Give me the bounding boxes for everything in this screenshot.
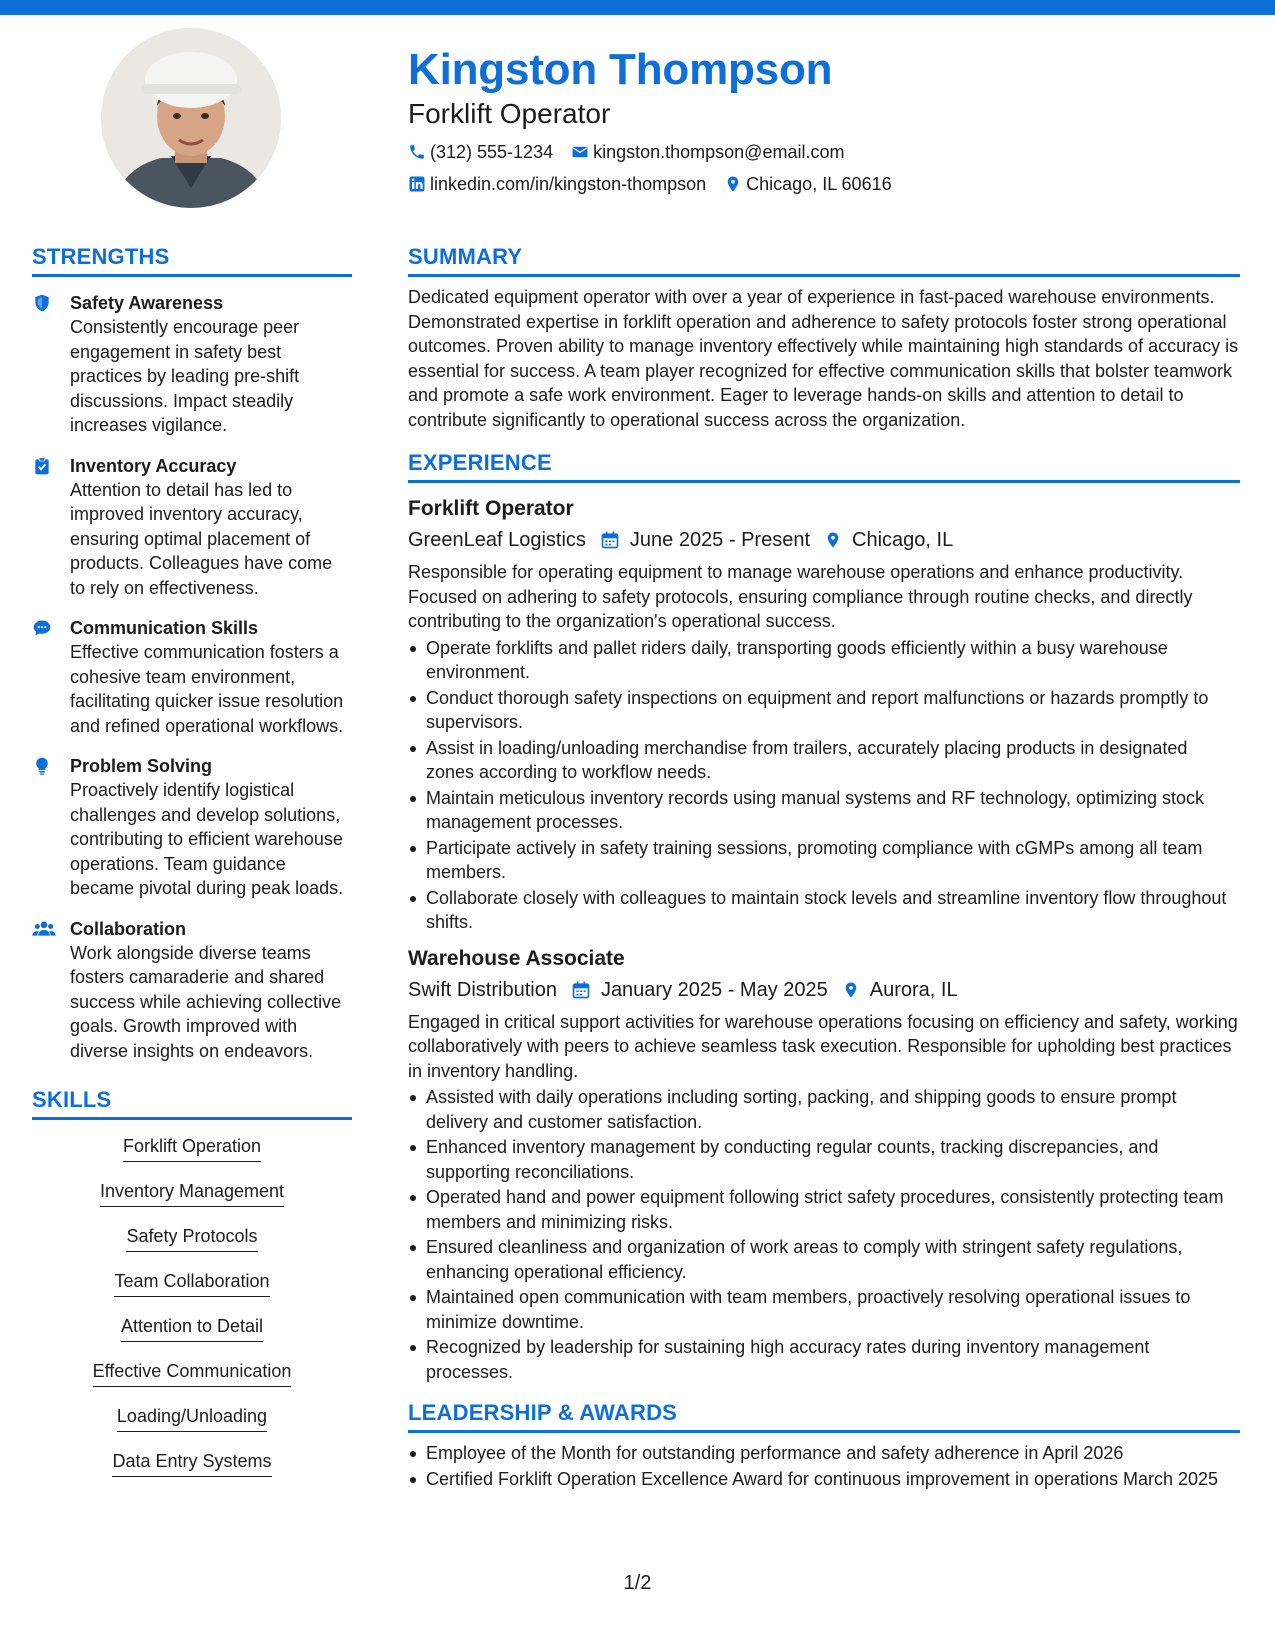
- skill-tag: Effective Communication: [93, 1359, 292, 1387]
- strength-title: Problem Solving: [70, 756, 213, 776]
- job-dates: June 2025 - Present: [629, 529, 811, 551]
- strength-item: [32, 754, 352, 901]
- job-entry: [408, 495, 1240, 935]
- job-description: Engaged in critical support activities for warehouse operations focusing on efficiency and safety, working collaboratively with peers to achieve seamless task execution. Responsible for upholding best practices in inventory handling.: [408, 1011, 1238, 1081]
- job-meta: [408, 976, 1240, 1004]
- linkedin-icon: [408, 175, 426, 193]
- skills-heading: SKILLS: [32, 1087, 352, 1120]
- strength-title: Safety Awareness: [70, 293, 224, 313]
- email-text[interactable]: kingston.thompson@email.com: [593, 142, 845, 162]
- job-bullet: Maintain meticulous inventory records using manual systems and RF technology, optimizing stock management processes.: [408, 786, 1240, 835]
- strengths-list: [32, 291, 352, 1063]
- experience-heading: EXPERIENCE: [408, 450, 1240, 483]
- job-bullet: Conduct thorough safety inspections on equipment and report malfunctions or hazards promptly to supervisors.: [408, 686, 1240, 735]
- chat-bubble-icon: [32, 618, 52, 638]
- strength-description: Consistently encourage peer engagement in safety best practices by leading pre-shift discussions. Impact steadily increases vigilance.: [70, 317, 300, 435]
- email-contact[interactable]: [571, 140, 844, 164]
- skills-list: [32, 1134, 352, 1494]
- job-bullet: Enhanced inventory management by conducting regular counts, tracking discrepancies, and supporting reconciliations.: [408, 1135, 1240, 1184]
- skill-tag: Attention to Detail: [121, 1314, 263, 1342]
- strength-description: Work alongside diverse teams fosters camaraderie and shared success while achieving collective goals. Growth improved with diverse insights on endeavors.: [70, 942, 342, 1061]
- contact-row-2: [408, 172, 1238, 196]
- skill-tag: Inventory Management: [100, 1179, 284, 1207]
- strength-title: Communication Skills: [70, 618, 259, 638]
- job-bullets: [408, 636, 1240, 935]
- strength-item: [32, 917, 352, 1064]
- job-meta: [408, 526, 1240, 554]
- location-text: Chicago, IL 60616: [746, 174, 892, 194]
- strength-description: Effective communication fosters a cohesive team environment, facilitating quicker issue resolution and refined operational workflows.: [70, 642, 344, 736]
- calendar-icon: [571, 980, 591, 1000]
- resume-header: [408, 44, 1238, 196]
- job-bullet: Operate forklifts and pallet riders daily, transporting goods efficiently within a busy warehouse environment.: [408, 636, 1240, 685]
- job-position: Forklift Operator: [408, 497, 574, 520]
- shield-icon: [32, 293, 52, 313]
- job-entry: [408, 945, 1240, 1385]
- strength-description: Attention to detail has led to improved inventory accuracy, ensuring optimal placement of products. Colleagues have come to rely on effectiveness.: [70, 479, 333, 598]
- skill-tag: Safety Protocols: [126, 1224, 257, 1252]
- users-icon: [32, 919, 56, 939]
- candidate-name: Kingston Thompson: [408, 45, 833, 94]
- job-company: Swift Distribution: [408, 978, 557, 1001]
- right-column: [408, 244, 1240, 1492]
- strength-title: Collaboration: [70, 918, 186, 939]
- calendar-icon: [600, 530, 620, 550]
- award-item: Certified Forklift Operation Excellence Award for continuous improvement in operations March 2025: [408, 1467, 1240, 1492]
- location-contact: [724, 172, 891, 196]
- skill-tag: Data Entry Systems: [112, 1449, 271, 1477]
- linkedin-text[interactable]: linkedin.com/in/kingston-thompson: [430, 174, 707, 194]
- summary-heading: SUMMARY: [408, 244, 1240, 277]
- job-company: GreenLeaf Logistics: [408, 529, 586, 551]
- envelope-icon: [571, 143, 589, 161]
- job-bullet: Assist in loading/unloading merchandise from trailers, accurately placing products in designated zones according to workflow needs.: [408, 736, 1240, 785]
- awards-list: [408, 1441, 1240, 1491]
- job-bullet: Recognized by leadership for sustaining high accuracy rates during inventory management processes.: [408, 1335, 1240, 1384]
- map-pin-icon: [824, 529, 842, 551]
- job-location: Chicago, IL: [852, 529, 954, 551]
- job-bullets: [408, 1085, 1240, 1384]
- linkedin-contact[interactable]: [408, 172, 706, 196]
- phone-contact: [408, 140, 553, 164]
- job-location: Aurora, IL: [869, 978, 958, 1001]
- contact-row-1: [408, 140, 1238, 164]
- job-bullet: Participate actively in safety training sessions, promoting compliance with cGMPs among all team members.: [408, 836, 1240, 885]
- job-dates: January 2025 - May 2025: [600, 978, 828, 1001]
- awards-heading: LEADERSHIP & AWARDS: [408, 1400, 1240, 1433]
- strength-description: Proactively identify logistical challenges and develop solutions, contributing to efficient warehouse operations. Team guidance became pivotal during peak loads.: [70, 780, 344, 898]
- strengths-heading: STRENGTHS: [32, 244, 352, 277]
- skill-tag: Team Collaboration: [114, 1269, 269, 1297]
- top-accent-bar: [0, 0, 1275, 15]
- skill-tag: Forklift Operation: [123, 1134, 261, 1162]
- job-bullet: Collaborate closely with colleagues to maintain stock levels and streamline inventory flow throughout shifts.: [408, 886, 1240, 935]
- job-bullet: Ensured cleanliness and organization of work areas to comply with stringent safety regulations, enhancing operational efficiency.: [408, 1235, 1240, 1284]
- strength-item: [32, 454, 352, 601]
- summary-text: Dedicated equipment operator with over a year of experience in fast-paced warehouse environments. Demonstrated expertise in forklift operation and adherence to safety protocols foster strong operational outcomes. Proven ability to manage inventory effectively while maintaining high standards of accuracy is essential for success. A team player recognized for effective communication skills that bolster teamwork and promote a safe work environment. Eager to leverage hands-on skills and attention to detail to contribute significantly to operational success across the organization.: [408, 287, 1239, 430]
- strength-title: Inventory Accuracy: [70, 455, 237, 476]
- job-bullet: Maintained open communication with team members, proactively resolving operational issues to minimize downtime.: [408, 1285, 1240, 1334]
- strength-item: [32, 291, 352, 438]
- award-item: Employee of the Month for outstanding performance and safety adherence in April 2026: [408, 1441, 1240, 1466]
- profile-photo: [101, 28, 281, 208]
- job-description: Responsible for operating equipment to manage warehouse operations and enhance productivity. Focused on adhering to safety protocols, ensuring compliance through routine checks, and directly contributing to the organization's operational success.: [408, 562, 1193, 631]
- phone-text: (312) 555-1234: [430, 142, 554, 162]
- clipboard-check-icon: [32, 456, 52, 476]
- map-pin-icon: [724, 174, 742, 194]
- lightbulb-icon: [32, 756, 52, 776]
- job-bullet: Assisted with daily operations including sorting, packing, and shipping goods to ensure prompt delivery and customer satisfaction.: [408, 1085, 1240, 1134]
- map-pin-icon: [842, 979, 860, 1001]
- left-column: [32, 244, 352, 1494]
- page-indicator: 1/2: [623, 1572, 652, 1594]
- skill-tag: Loading/Unloading: [117, 1404, 267, 1432]
- job-title: Forklift Operator: [408, 98, 611, 129]
- job-position: Warehouse Associate: [408, 946, 625, 970]
- strength-item: [32, 616, 352, 738]
- job-bullet: Operated hand and power equipment following strict safety procedures, consistently protecting team members and minimizing risks.: [408, 1185, 1240, 1234]
- phone-icon: [408, 143, 426, 161]
